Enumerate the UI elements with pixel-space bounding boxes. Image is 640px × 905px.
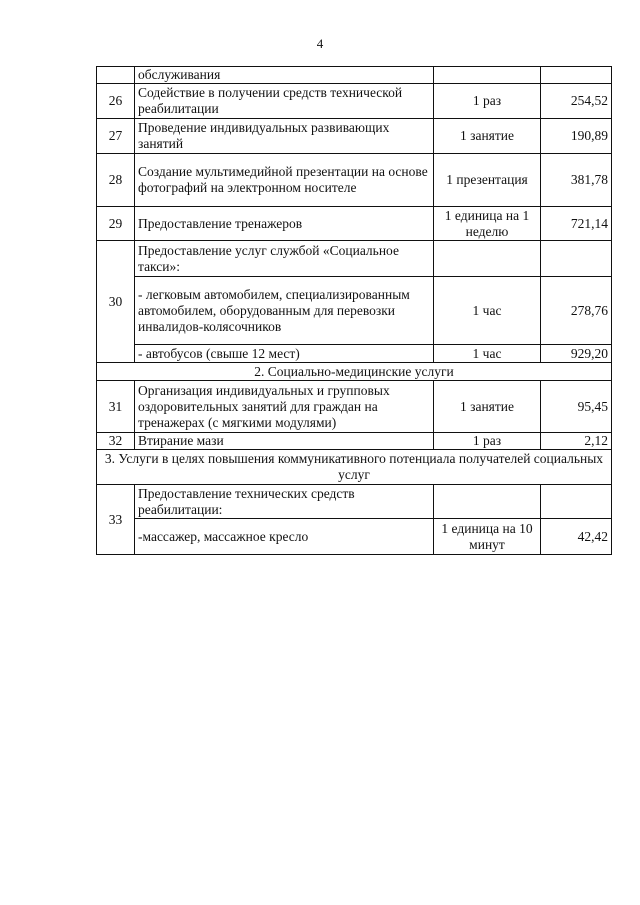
unit-cell: 1 раз: [434, 84, 541, 119]
row-number-cell: [97, 67, 135, 84]
table-row: [97, 519, 612, 555]
row-number-cell: 31: [97, 381, 135, 433]
section-row: [97, 450, 612, 485]
section-row: [97, 363, 612, 381]
service-name-cell: обслуживания: [135, 67, 434, 84]
section-heading: 3. Услуги в целях повышения коммуникативного потенциала получателей социальных услуг: [97, 450, 612, 485]
service-name-cell: Предоставление тренажеров: [135, 207, 434, 241]
table-row: [97, 381, 612, 433]
unit-cell: [434, 241, 541, 277]
table-row: [97, 207, 612, 241]
service-name-cell: Втирание мази: [135, 433, 434, 450]
table-row: [97, 277, 612, 345]
table-row: [97, 67, 612, 84]
table-row: [97, 84, 612, 119]
price-cell: [541, 67, 612, 84]
price-cell: 721,14: [541, 207, 612, 241]
table-row: [97, 154, 612, 207]
service-name-cell: Организация индивидуальных и групповых оздоровительных занятий для граждан на тренажерах (с мягкими модулями): [135, 381, 434, 433]
unit-cell: [434, 485, 541, 519]
unit-cell: 1 занятие: [434, 381, 541, 433]
price-cell: 278,76: [541, 277, 612, 345]
table-row: [97, 345, 612, 363]
row-number-cell: 29: [97, 207, 135, 241]
service-name-cell: Содействие в получении средств технической реабилитации: [135, 84, 434, 119]
unit-cell: 1 час: [434, 277, 541, 345]
service-name-cell: Проведение индивидуальных развивающих занятий: [135, 119, 434, 154]
page-number: 4: [316, 36, 324, 51]
table-row: [97, 433, 612, 450]
service-name-cell: -массажер, массажное кресло: [135, 519, 434, 555]
unit-cell: 1 занятие: [434, 119, 541, 154]
row-number-cell: 33: [97, 485, 135, 555]
unit-cell: 1 раз: [434, 433, 541, 450]
table-row: [97, 119, 612, 154]
price-cell: 929,20: [541, 345, 612, 363]
unit-cell: [434, 67, 541, 84]
services-tariff-table: [96, 66, 612, 555]
row-number-cell: 32: [97, 433, 135, 450]
service-name-cell: Предоставление технических средств реабилитации:: [135, 485, 434, 519]
row-number-cell: 27: [97, 119, 135, 154]
price-cell: 2,12: [541, 433, 612, 450]
price-cell: 95,45: [541, 381, 612, 433]
price-cell: [541, 485, 612, 519]
price-cell: 42,42: [541, 519, 612, 555]
row-number-cell: 30: [97, 241, 135, 363]
row-number-cell: 26: [97, 84, 135, 119]
price-cell: [541, 241, 612, 277]
price-cell: 381,78: [541, 154, 612, 207]
row-number-cell: 28: [97, 154, 135, 207]
service-name-cell: - легковым автомобилем, специализированным автомобилем, оборудованным для перевозки инвалидов-колясочников: [135, 277, 434, 345]
price-cell: 254,52: [541, 84, 612, 119]
unit-cell: 1 презентация: [434, 154, 541, 207]
unit-cell: 1 час: [434, 345, 541, 363]
table-row: [97, 241, 612, 277]
unit-cell: 1 единица на 1 неделю: [434, 207, 541, 241]
section-heading: 2. Социально-медицинские услуги: [97, 363, 612, 381]
service-name-cell: Предоставление услуг службой «Социальное такси»:: [135, 241, 434, 277]
price-cell: 190,89: [541, 119, 612, 154]
unit-cell: 1 единица на 10 минут: [434, 519, 541, 555]
service-name-cell: - автобусов (свыше 12 мест): [135, 345, 434, 363]
service-name-cell: Создание мультимедийной презентации на основе фотографий на электронном носителе: [135, 154, 434, 207]
table-row: [97, 485, 612, 519]
